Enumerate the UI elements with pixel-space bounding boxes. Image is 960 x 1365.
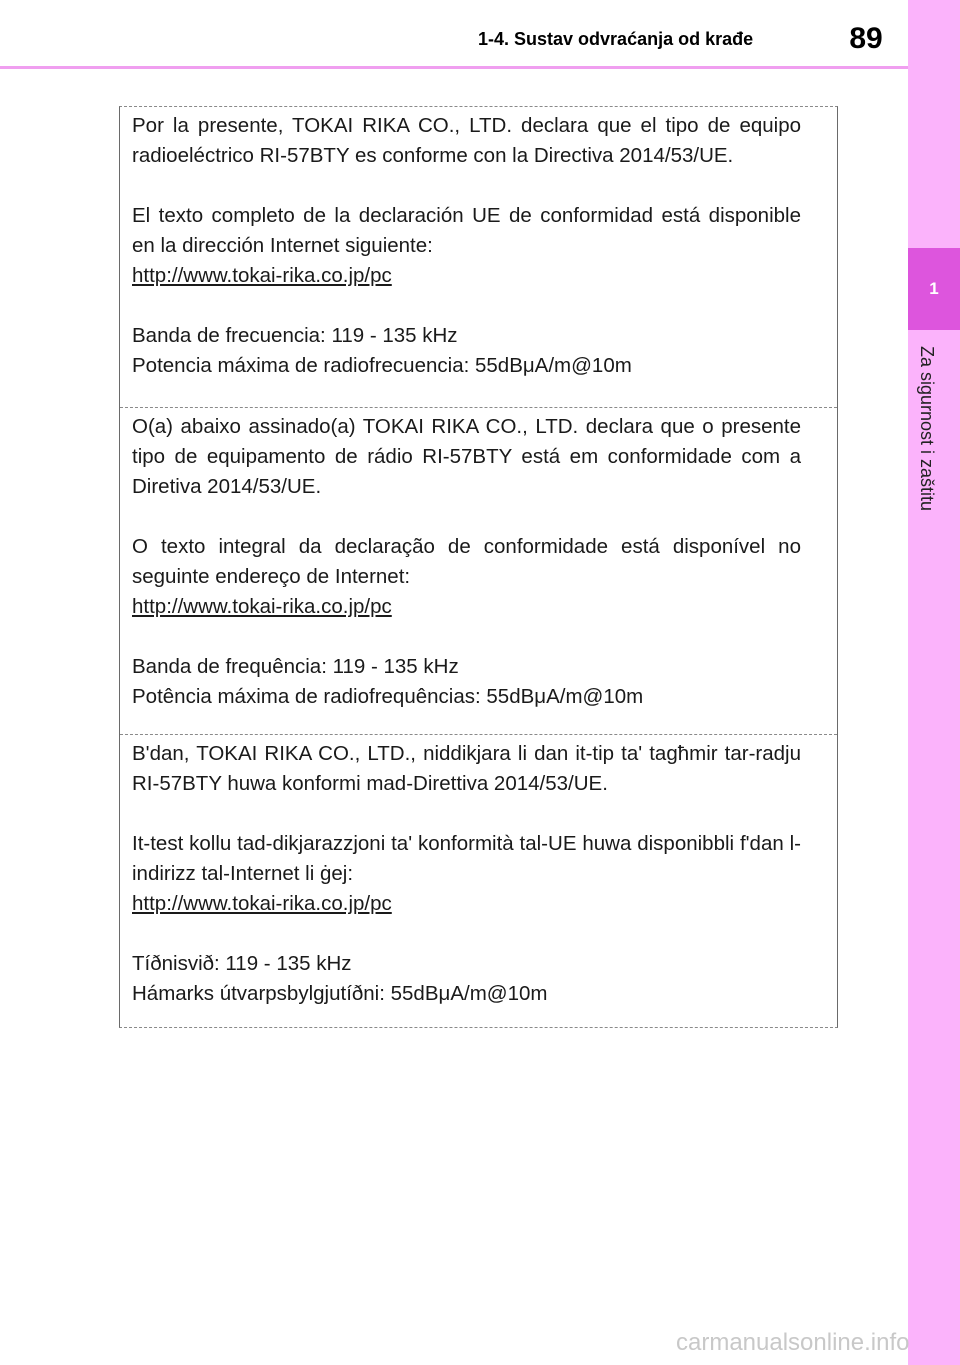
declaration-link[interactable]: http://www.tokai-rika.co.jp/pc bbox=[132, 264, 392, 287]
max-power: Potencia máxima de radiofrecuencia: 55dBμA/m@10m bbox=[132, 354, 632, 377]
declaration-statement: B'dan, TOKAI RIKA CO., LTD., niddikjara li dan it-tip ta' tagħmir tar-radju RI-57BTY huwa konformi mad-Direttiva 2014/53/UE. bbox=[132, 742, 801, 795]
declaration-availability: O texto integral da declaração de conformidade está disponível no seguinte endereço de Internet: bbox=[132, 535, 801, 588]
declaration-link[interactable]: http://www.tokai-rika.co.jp/pc bbox=[132, 595, 392, 618]
frequency-band: Banda de frequência: 119 - 135 kHz bbox=[132, 655, 459, 678]
side-tab-bar bbox=[908, 0, 960, 1365]
side-tab-label: Za sigurnost i zaštitu bbox=[917, 346, 937, 512]
watermark: carmanualsonline.info bbox=[676, 1329, 910, 1356]
declaration-maltese bbox=[120, 734, 837, 1029]
declaration-portuguese bbox=[120, 407, 837, 734]
section-title: 1-4. Sustav odvraćanja od krađe bbox=[478, 29, 754, 49]
frequency-band: Tíðnisvið: 119 - 135 kHz bbox=[132, 952, 352, 975]
declaration-statement: O(a) abaixo assinado(a) TOKAI RIKA CO., LTD. declara que o presente tipo de equipamento de rádio RI-57BTY está em conformidade com a Diretiva 2014/53/UE. bbox=[132, 415, 801, 498]
declaration-availability: El texto completo de la declaración UE de conformidad está disponible en la dirección Internet siguiente: bbox=[132, 204, 801, 257]
page-number: 89 bbox=[849, 22, 883, 55]
max-power: Hámarks útvarpsbylgjutíðni: 55dBμA/m@10m bbox=[132, 982, 548, 1005]
frequency-band: Banda de frecuencia: 119 - 135 kHz bbox=[132, 324, 458, 347]
declaration-spanish bbox=[120, 107, 837, 407]
declaration-statement: Por la presente, TOKAI RIKA CO., LTD. declara que el tipo de equipo radioeléctrico RI-57BTY es conforme con la Directiva 2014/53/UE. bbox=[132, 114, 801, 167]
side-tab-chapter: 1 bbox=[908, 248, 960, 330]
header-divider bbox=[0, 66, 910, 69]
declaration-box bbox=[119, 106, 838, 1028]
declaration-availability: It-test kollu tad-dikjarazzjoni ta' konformità tal-UE huwa disponibbli f'dan l-indirizz tal-Internet li ġej: bbox=[132, 832, 801, 885]
max-power: Potência máxima de radiofrequências: 55dBμA/m@10m bbox=[132, 685, 644, 708]
declaration-link[interactable]: http://www.tokai-rika.co.jp/pc bbox=[132, 892, 392, 915]
